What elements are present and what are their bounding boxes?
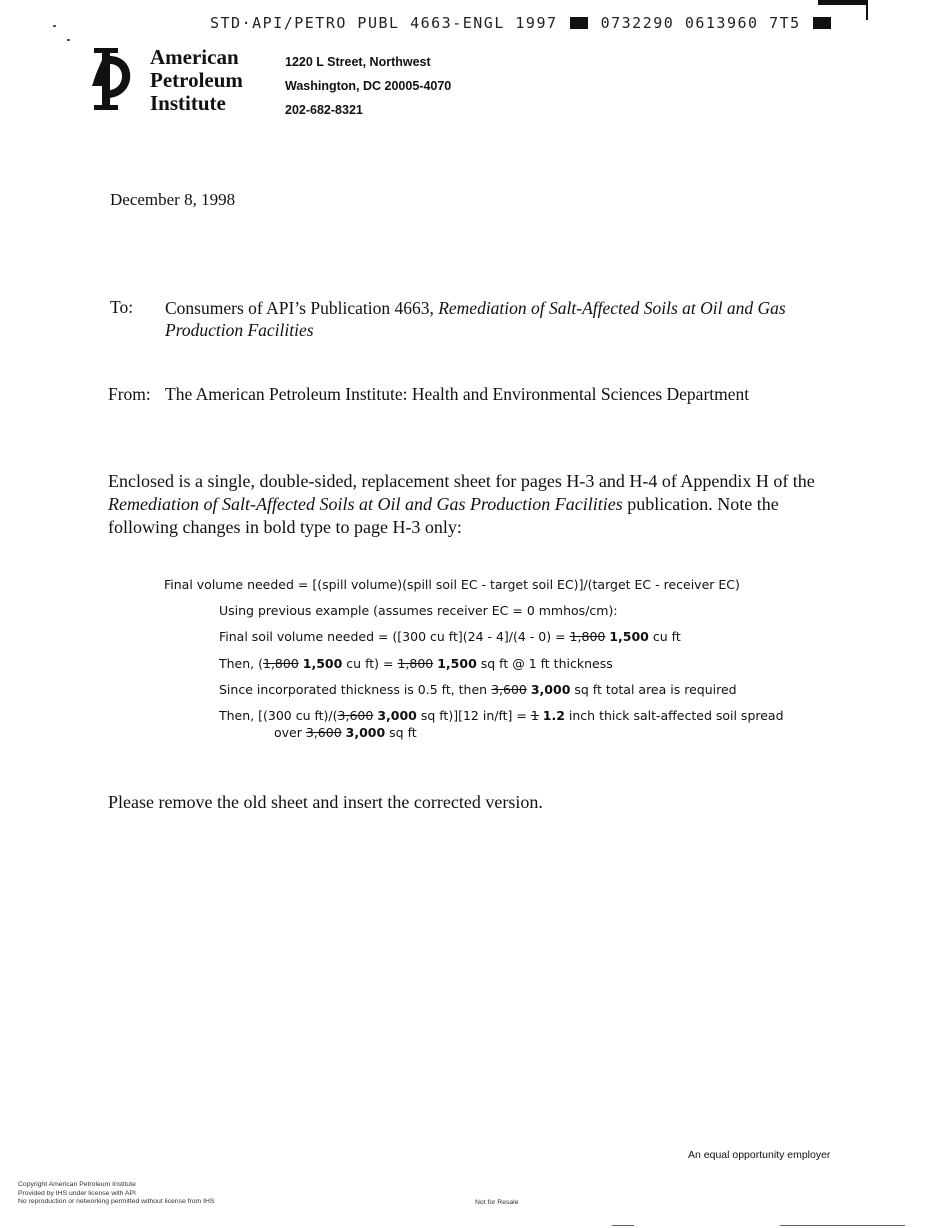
org-line: American: [150, 45, 239, 69]
address-city: Washington, DC 20005-4070: [285, 79, 452, 93]
calc-line-total-area: [219, 682, 737, 697]
body-text: publication. Note the following changes in bold type to page H-3 only:: [108, 494, 779, 537]
new-value: 1,500: [302, 656, 343, 671]
calc-text: Final soil volume needed = ([300 cu ft](24 - 4]/(4 - 0) =: [219, 629, 570, 644]
from-sender: The American Petroleum Institute: Health and Environmental Sciences Department: [165, 384, 750, 404]
to-label: To:: [110, 297, 134, 317]
calc-line-area: [219, 656, 613, 671]
address-phone: 202-682-8321: [285, 103, 363, 117]
calc-example-intro: Using previous example (assumes receiver EC = 0 mmhos/cm):: [219, 603, 618, 618]
old-value: 1,800: [397, 656, 434, 671]
old-value: 1,800: [263, 656, 299, 671]
calc-text: cu ft) =: [342, 656, 398, 671]
footer-line: No reproduction or networking permitted without license from IHS: [18, 1198, 215, 1205]
new-value: 1,500: [437, 656, 477, 671]
calc-formula: Final volume needed = [(spill volume)(spill soil EC - target soil EC)]/(target EC - receiver EC): [164, 577, 740, 592]
old-value: 3,600: [491, 682, 527, 697]
organization-address: [285, 50, 451, 122]
document-code-header: [210, 14, 833, 32]
old-value: 3,600: [337, 708, 374, 723]
footer-line: Copyright American Petroleum Institute: [18, 1181, 136, 1188]
publication-title: Remediation of Salt-Affected Soils at Oil and Gas Production Facilities: [165, 298, 786, 340]
scan-artifact-line: [780, 1225, 905, 1226]
to-text: Consumers of API’s Publication 4663,: [165, 298, 439, 318]
footer-line: Provided by IHS under license with API: [18, 1189, 136, 1197]
scan-artifact-dot: [53, 25, 56, 27]
new-value: 1,500: [609, 629, 649, 644]
calc-text: sq ft @ 1 ft thickness: [476, 656, 613, 671]
calc-text: Then, (: [219, 656, 263, 671]
org-line: Petroleum: [150, 68, 243, 92]
new-value: 3,000: [345, 725, 386, 740]
calc-text: Then, [(300 cu ft)/(: [219, 708, 338, 723]
scan-artifact-bar: [818, 0, 868, 5]
to-recipient: [165, 297, 855, 341]
copyright-footer: [18, 1181, 214, 1207]
calc-text: inch thick salt-affected soil spread: [564, 708, 784, 723]
calc-text: sq ft total area is required: [570, 682, 737, 697]
letter-date: December 8, 1998: [110, 190, 236, 209]
publication-title: Remediation of Salt-Affected Soils at Oil and Gas Production Facilities: [108, 494, 623, 514]
equal-opportunity-note: An equal opportunity employer: [688, 1149, 831, 1161]
new-value: 3,000: [530, 682, 571, 697]
calc-text: Since incorporated thickness is 0.5 ft, then: [219, 682, 492, 697]
calc-text: sq ft: [385, 725, 417, 740]
old-value: 1,800: [569, 629, 606, 644]
not-for-resale: Not for Resale: [475, 1199, 519, 1206]
calc-line-thickness-cont: [274, 725, 417, 740]
calc-line-final-volume: [219, 629, 681, 644]
closing-sentence: Please remove the old sheet and insert the corrected version.: [108, 792, 543, 812]
document-code: STD·API/PETRO PUBL 4663-ENGL 1997: [210, 14, 558, 32]
document-code-tail-2: 7T5: [769, 14, 801, 32]
document-code-tail: 0732290 0613960: [600, 14, 759, 32]
old-value: 3,600: [305, 725, 342, 740]
body-paragraph: [108, 470, 828, 539]
scan-artifact-dot: [67, 39, 70, 41]
calc-text: cu ft: [648, 629, 681, 644]
new-value: 3,000: [377, 708, 417, 723]
old-value: 1: [530, 708, 539, 723]
body-text: Enclosed is a single, double-sided, replacement sheet for pages H-3 and H-4 of Appendix H of the: [108, 471, 815, 491]
calc-text: sq ft)][12 in/ft] =: [416, 708, 531, 723]
organization-name: [150, 46, 243, 115]
new-value: 1.2: [542, 708, 565, 723]
scan-artifact-line: [612, 1225, 634, 1226]
scan-artifact-tick: [866, 4, 868, 20]
calc-text: over: [274, 725, 306, 740]
address-street: 1220 L Street, Northwest: [285, 55, 431, 69]
barcode-block: [570, 17, 588, 29]
api-logo-icon: [88, 46, 140, 112]
from-label: From:: [108, 384, 151, 404]
barcode-block: [813, 17, 831, 29]
org-line: Institute: [150, 91, 226, 115]
calc-line-thickness: [219, 708, 784, 723]
